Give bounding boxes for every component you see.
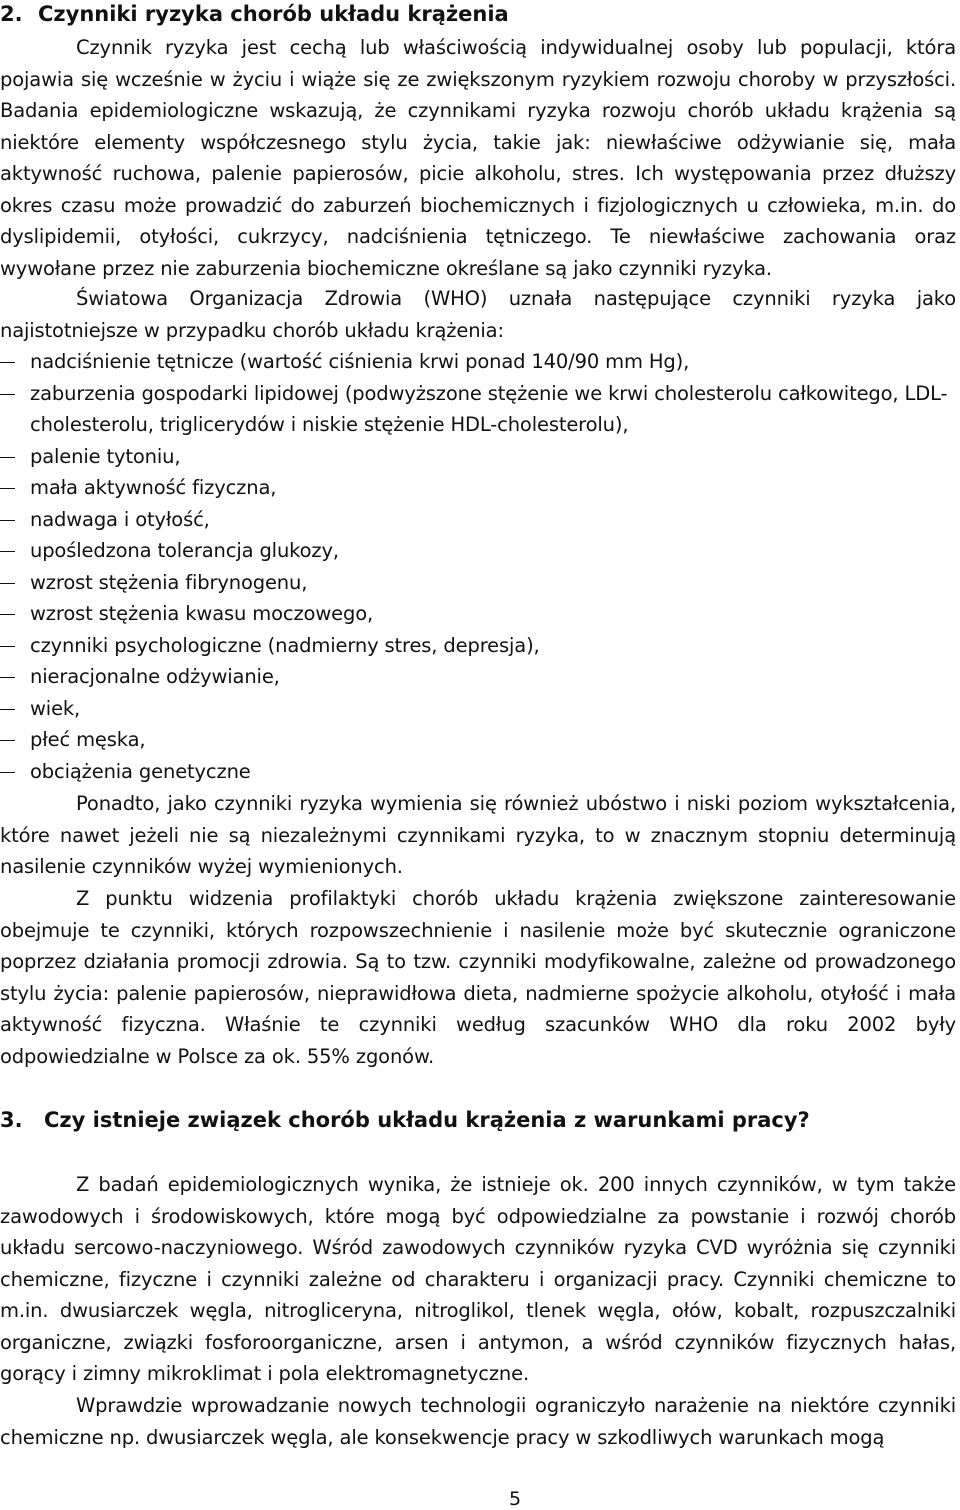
section-3-paragraph-2: Wprawdzie wprowadzanie nowych technologii ograniczyło narażenie na niektóre czynniki chemiczne np. dwusiarczek węgla, ale konsekwencje pracy w szkodliwych warunkach mogą [0,1394,956,1449]
section-3-number: 3. [0,1108,23,1132]
list-item: nieracjonalne odżywianie, [0,661,956,693]
section-2-number: 2. [0,2,23,26]
list-item: upośledzona tolerancja glukozy, [0,535,956,567]
section-2-paragraph-2: Światowa Organizacja Zdrowia (WHO) uznała następujące czynniki ryzyka jako najistotniejsze w przypadku chorób układu krążenia: [0,287,956,342]
section-2-paragraph-1: Czynnik ryzyka jest cechą lub właściwością indywidualnej osoby lub populacji, która pojawia się wcześnie w życiu i wiąże się ze zwiększonym ryzykiem rozwoju choroby w przyszłości. Badania epidemiologiczne wskazują, że czynnikami ryzyka rozwoju chorób układu krążenia są niektóre elementy współczesnego stylu życia, takie jak: niewłaściwe odżywianie się, mała aktywność ruchowa, palenie papierosów, picie alkoholu, stres. Ich występowania przez dłuższy okres czasu może prowadzić do zaburzeń biochemicznych i fizjologicznych u człowieka, m.in. do dyslipidemii, otyłości, cukrzycy, nadciśnienia tętniczego. Te niewłaściwe zachowania oraz wywołane przez nie zaburzenia biochemiczne określane są jako czynniki ryzyka. [0,36,956,280]
list-item: obciążenia genetyczne [0,756,956,788]
list-item: nadciśnienie tętnicze (wartość ciśnienia krwi ponad 140/90 mm Hg), [0,346,956,378]
list-item: mała aktywność fizyczna, [0,472,956,504]
section-2-heading [0,0,509,28]
section-2-paragraph-4: Z punktu widzenia profilaktyki chorób układu krążenia zwiększone zainteresowanie obejmuje te czynniki, których rozpowszechnienie i nasilenie może być skutecznie ograniczone poprzez działania promocji zdrowia. Są to tzw. czynniki modyfikowalne, zależne od prowadzonego stylu życia: palenie papierosów, nieprawidłowa dieta, nadmierne spożycie alkoholu, otyłość i mała aktywność fizyczna. Właśnie te czynniki według szacunków WHO dla roku 2002 były odpowiedzialne w Polsce za ok. 55% zgonów. [0,887,956,1068]
section-3-heading [0,1106,810,1134]
page-number: 5 [508,1488,522,1510]
list-item: wiek, [0,693,956,725]
list-item: nadwaga i otyłość, [0,504,956,536]
list-item: wzrost stężenia kwasu moczowego, [0,598,956,630]
list-item: wzrost stężenia fibrynogenu, [0,567,956,599]
list-item: płeć męska, [0,724,956,756]
list-item: palenie tytoniu, [0,441,956,473]
section-3-paragraph-1: Z badań epidemiologicznych wynika, że istnieje ok. 200 innych czynników, w tym także zawodowych i środowiskowych, które mogą być odpowiedzialne za powstanie i rozwój chorób układu sercowo-naczyniowego. Wśród zawodowych czynników ryzyka CVD wyróżnia się czynniki chemiczne, fizyczne i czynniki zależne od charakteru i organizacji pracy. Czynniki chemiczne to m.in. dwusiarczek węgla, nitrogliceryna, nitroglikol, tlenek węgla, ołów, kobalt, rozpuszczalniki organiczne, związki fosforoorganiczne, arsen i antymon, a wśród czynników fizycznych hałas, gorący i zimny mikroklimat i pola elektromagnetyczne. [0,1173,956,1385]
section-2-title: Czynniki ryzyka chorób układu krążenia [38,2,509,26]
list-item: zaburzenia gospodarki lipidowej (podwyższone stężenie we krwi cholesterolu całkowitego, LDL-cholesterolu, triglicerydów i niskie stężenie HDL-cholesterolu), [0,378,956,441]
section-3-title: Czy istnieje związek chorób układu krążenia z warunkami pracy? [44,1108,810,1132]
section-2-paragraph-3: Ponadto, jako czynniki ryzyka wymienia się również ubóstwo i niski poziom wykształcenia, które nawet jeżeli nie są niezależnymi czynnikami ryzyka, to w znacznym stopniu determinują nasilenie czynników wyżej wymienionych. [0,792,956,878]
list-item: czynniki psychologiczne (nadmierny stres, depresja), [0,630,956,662]
risk-factor-list [0,346,956,787]
